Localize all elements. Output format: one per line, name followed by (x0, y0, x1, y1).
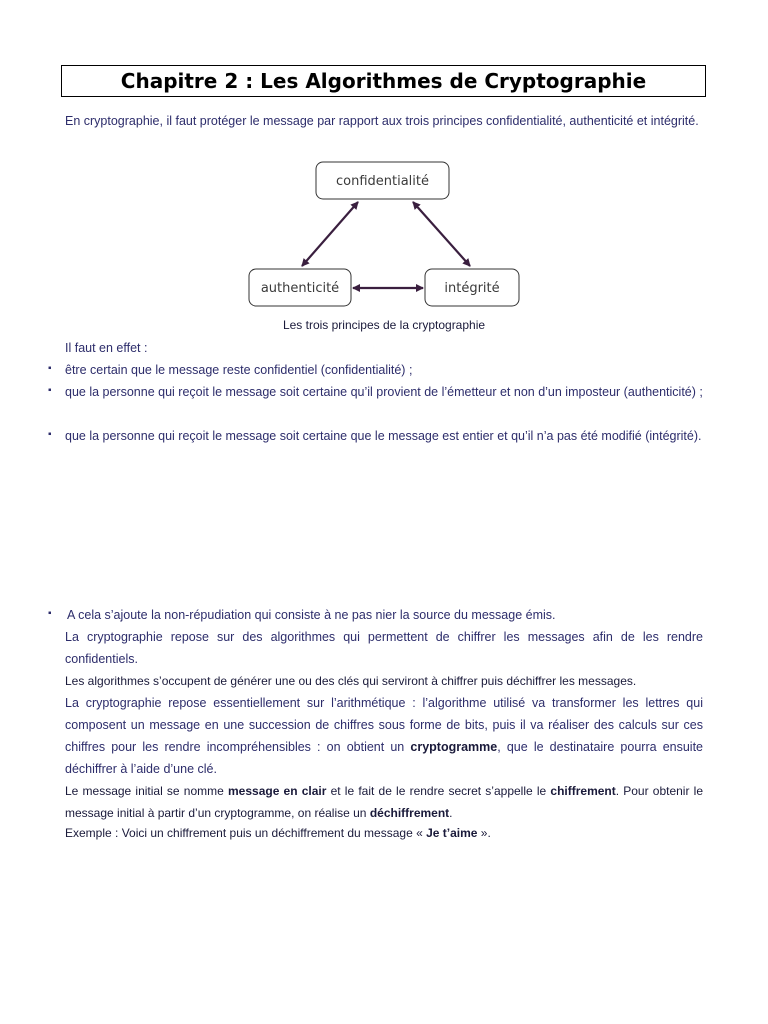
example-line (65, 822, 703, 844)
diagram-caption: Les trois principes de la cryptographie (282, 318, 486, 332)
plaintext-text: et le fait de le rendre secret s’appelle le (326, 784, 551, 798)
bullet-item: que la personne qui reçoit le message soit certaine que le message est entier et qu’il n’a pas été modifié (intégrité). (65, 429, 702, 443)
term-message-en-clair: message en clair (228, 784, 327, 798)
example-message: Je t’aime (426, 826, 478, 840)
plaintext-text: . Pour obtenir le message initial à partir d’un cryptogramme, on réalise un (65, 784, 703, 820)
paragraph-arithmetic-text: La cryptographie repose essentiellement sur l’arithmétique : l’algorithme utilisé va transformer les lettres qui composent un message en une succession de chiffres sous forme de bits, puis il va réaliser des calculs sur ces chiffres pour les rendre incompréhensibles : on obtient un (65, 696, 703, 754)
node-authenticity-label: authenticité (260, 281, 340, 296)
bullet-marker: ▪ (48, 385, 52, 396)
paragraph-arithmetic-text-end: , que le destinataire pourra ensuite déchiffrer à l’aide d’une clé. (65, 740, 703, 776)
bullet-item: être certain que le message reste confidentiel (confidentialité) ; (65, 363, 413, 377)
term-chiffrement: chiffrement (550, 784, 616, 798)
chapter-title: Chapitre 2 : Les Algorithmes de Cryptographie (120, 69, 647, 93)
paragraph-plaintext (65, 780, 703, 824)
node-integrity-label: intégrité (444, 281, 500, 296)
lead-text: Il faut en effet : (65, 341, 148, 355)
paragraph-algorithms: La cryptographie repose sur des algorithmes qui permettent de chiffrer les messages afin de les rendre confidentiels. (65, 630, 703, 666)
term-cryptogramme: cryptogramme (410, 740, 498, 754)
chapter-title-box (61, 65, 706, 97)
bullet-item: que la personne qui reçoit le message soit certaine qu’il provient de l’émetteur et non d’un imposteur (authenticité) ; (65, 385, 703, 399)
paragraph-arithmetic (65, 692, 703, 780)
term-dechiffrement: déchiffrement (369, 806, 450, 820)
intro-paragraph: En cryptographie, il faut protéger le message par rapport aux trois principes confidentialité, authenticité et intégrité. (65, 114, 699, 128)
bullet-marker: ▪ (48, 608, 52, 619)
bullet-item-nonrepudiation: A cela s’ajoute la non-répudiation qui consiste à ne pas nier la source du message émis. (67, 608, 556, 622)
principles-diagram (240, 155, 530, 315)
bullet-marker: ▪ (48, 363, 52, 374)
paragraph-keys: Les algorithmes s’occupent de générer une ou des clés qui serviront à chiffrer puis déchiffrer les messages. (65, 674, 637, 688)
example-text-end: ». (477, 826, 491, 840)
node-confidentiality-label: confidentialité (335, 174, 430, 189)
plaintext-text: Le message initial se nomme (65, 784, 228, 798)
arrow-confidentiality-authenticity (302, 202, 358, 266)
bullet-marker: ▪ (48, 429, 52, 440)
plaintext-text: . (449, 806, 453, 820)
arrow-confidentiality-integrity (413, 202, 470, 266)
example-text: Exemple : Voici un chiffrement puis un déchiffrement du message « (65, 826, 427, 840)
